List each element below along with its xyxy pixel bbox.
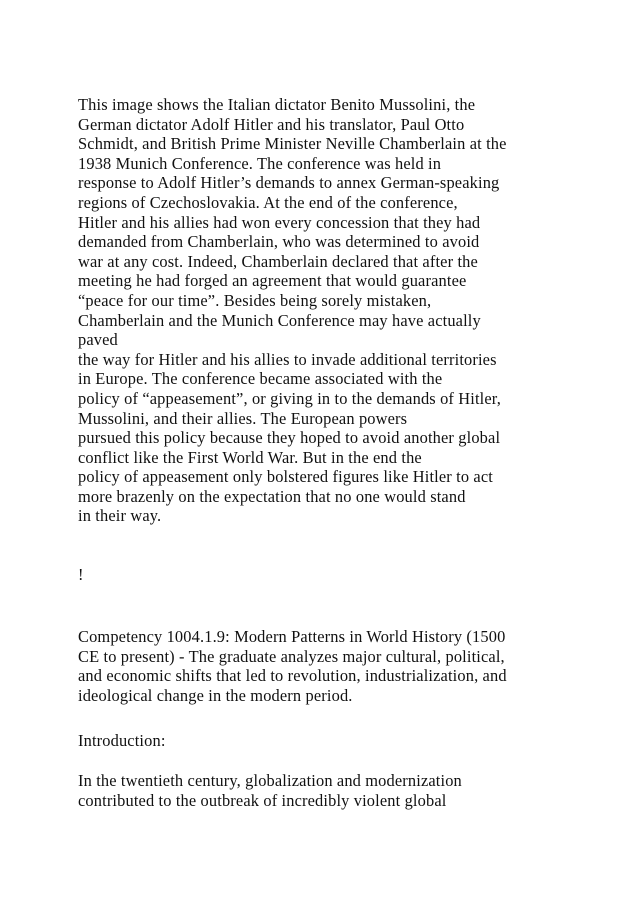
caption-line: regions of Czechoslovakia. At the end of the conference, bbox=[78, 192, 458, 212]
caption-line: Hitler and his allies had won every concession that they had bbox=[78, 212, 481, 232]
caption-line: 1938 Munich Conference. The conference was held in bbox=[78, 153, 442, 173]
image-placeholder-text: ! bbox=[78, 565, 84, 584]
caption-line: in their way. bbox=[78, 506, 162, 526]
competency-paragraph bbox=[78, 627, 578, 705]
introduction-line: In the twentieth century, globalization and modernization bbox=[78, 771, 462, 790]
introduction-label: Introduction: bbox=[78, 731, 166, 750]
competency-line: ideological change in the modern period. bbox=[78, 685, 353, 705]
introduction-paragraph bbox=[78, 771, 578, 810]
caption-line: more brazenly on the expectation that no one would stand bbox=[78, 486, 466, 506]
competency-line: Competency 1004.1.9: Modern Patterns in World History (1500 bbox=[78, 627, 506, 646]
caption-line: demanded from Chamberlain, who was determined to avoid bbox=[78, 232, 480, 252]
caption-line: German dictator Adolf Hitler and his translator, Paul Otto bbox=[78, 114, 465, 134]
introduction-heading bbox=[78, 731, 578, 751]
caption-line: pursued this policy because they hoped to avoid another global bbox=[78, 428, 501, 448]
caption-line: policy of “appeasement”, or giving in to the demands of Hitler, bbox=[78, 388, 501, 408]
caption-line: policy of appeasement only bolstered figures like Hitler to act bbox=[78, 467, 493, 487]
caption-line: paved bbox=[78, 330, 118, 350]
competency-line: and economic shifts that led to revolution, industrialization, and bbox=[78, 666, 507, 686]
caption-line: the way for Hitler and his allies to invade additional territories bbox=[78, 349, 497, 369]
competency-line: CE to present) - The graduate analyzes major cultural, political, bbox=[78, 646, 505, 666]
image-placeholder-mark bbox=[78, 565, 578, 585]
caption-line: in Europe. The conference became associated with the bbox=[78, 369, 443, 389]
image-caption-paragraph bbox=[78, 95, 578, 526]
caption-line: Chamberlain and the Munich Conference may have actually bbox=[78, 310, 481, 330]
introduction-line: contributed to the outbreak of incredibly violent global bbox=[78, 790, 447, 810]
caption-line: Mussolini, and their allies. The European powers bbox=[78, 408, 408, 428]
caption-line: Schmidt, and British Prime Minister Neville Chamberlain at the bbox=[78, 134, 507, 154]
caption-line: This image shows the Italian dictator Benito Mussolini, the bbox=[78, 95, 476, 114]
caption-line: meeting he had forged an agreement that would guarantee bbox=[78, 271, 467, 291]
caption-line: “peace for our time”. Besides being sorely mistaken, bbox=[78, 290, 432, 310]
caption-line: war at any cost. Indeed, Chamberlain declared that after the bbox=[78, 251, 478, 271]
caption-line: response to Adolf Hitler’s demands to annex German-speaking bbox=[78, 173, 500, 193]
caption-line: conflict like the First World War. But in the end the bbox=[78, 447, 422, 467]
